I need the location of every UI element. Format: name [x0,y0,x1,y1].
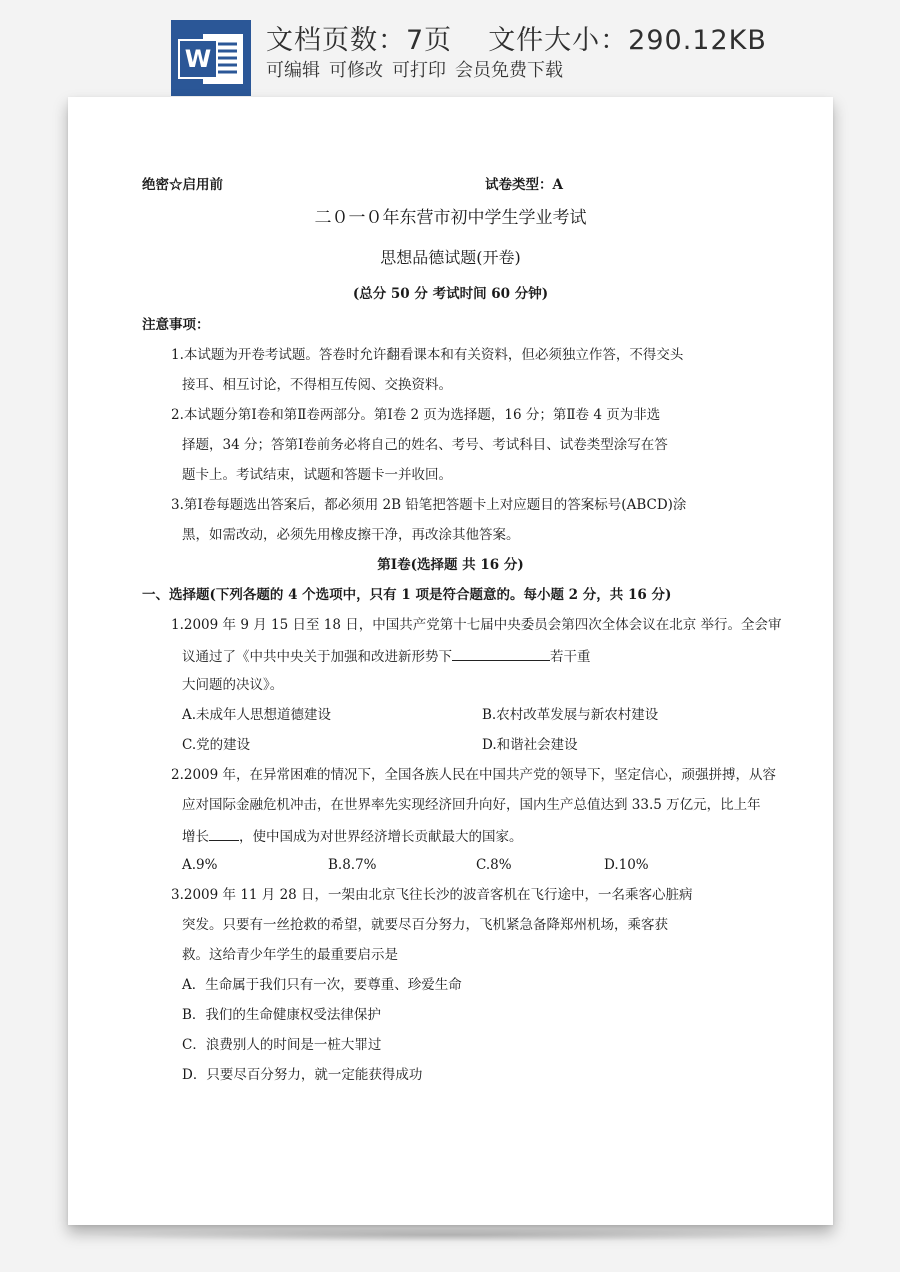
score-time: (总分 50 分 考试时间 60 分钟) [352,286,549,302]
banner-title [266,18,767,57]
note-line: 题卡上。考试结束，试题和答题卡一并收回。 [182,467,452,483]
exam-subtitle: 思想品德试题(开卷) [380,248,521,267]
exam-title: 二０一０年东营市初中学生学业考试 [314,208,587,228]
download-banner [0,0,900,100]
answer-blank [209,827,239,841]
question-3-option-c: C．浪费别人的时间是一桩大罪过 [182,1037,382,1053]
question-3-line: 救。这给青少年学生的最重要启示是 [182,947,398,963]
feature-member-download: 会员免费下载 [455,60,563,81]
file-size: 文件大小：290.12KB [488,25,767,56]
question-3-option-b: B．我们的生命健康权受法律保护 [182,1007,381,1023]
question-1-line: 大问题的决议》。 [182,677,284,693]
question-2-option-d: D.10% [604,857,649,873]
feature-list [266,56,572,82]
question-1-option-d: D.和谐社会建设 [482,737,578,753]
question-3-option-a: A．生命属于我们只有一次，要尊重、珍爱生命 [182,977,462,993]
question-1-option-a: A.未成年人思想道德建设 [182,707,332,723]
confidential-label: 绝密☆启用前 [142,177,223,193]
question-2-line: 2.2009 年，在异常困难的情况下，全国各族人民在中国共产党的领导下，坚定信心，顽强拼搏，从容 [171,767,777,783]
question-3-line: 3.2009 年 11 月 28 日，一架由北京飞往长沙的波音客机在飞行途中，一名乘客心脏病 [171,887,693,903]
question-2-option-c: C.8% [476,857,512,873]
svg-text:W: W [184,45,212,73]
question-3-option-d: D．只要尽百分努力，就一定能获得成功 [182,1067,423,1083]
note-line: 择题，34 分；答第Ⅰ卷前务必将自己的姓名、考号、考试科目、试卷类型涂写在答 [182,437,668,453]
answer-blank [452,647,550,661]
paper-type: 试卷类型：A [485,177,563,193]
question-2-option-b: B.8.7% [328,857,377,873]
question-1-option-b: B.农村改革发展与新农村建设 [482,707,659,723]
question-3-line: 突发。只要有一丝抢救的希望，就要尽百分努力，飞机紧急备降郑州机场，乘客获 [182,917,668,933]
word-document-icon [171,20,251,96]
question-1-line: 1.2009 年 9 月 15 日至 18 日，中国共产党第十七届中央委员会第四次全体会议在北京 举行。全会审 [171,617,782,633]
question-2-line: 应对国际金融危机冲击，在世界率先实现经济回升向好，国内生产总值达到 33.5 万亿元，比上年 [182,797,761,813]
page-count: 文档页数：7页 [266,25,453,56]
note-line: 接耳、相互讨论，不得相互传阅、交换资料。 [182,377,452,393]
section1-heading: 一、选择题(下列各题的 4 个选项中，只有 1 项是符合题意的。每小题 2 分，共 16 分) [142,587,672,603]
notes-heading: 注意事项： [142,317,210,333]
note-line: 2.本试题分第Ⅰ卷和第Ⅱ卷两部分。第Ⅰ卷 2 页为选择题，16 分；第Ⅱ卷 4 页为非选 [171,407,661,423]
question-2-option-a: A.9% [182,857,218,873]
note-line: 3.第Ⅰ卷每题选出答案后，都必须用 2B 铅笔把答题卡上对应题目的答案标号(ABCD)涂 [171,497,687,513]
question-2-line: 增长 ，使中国成为对世界经济增长贡献最大的国家。 [182,829,523,845]
note-line: 黑，如需改动，必须先用橡皮擦干净，再改涂其他答案。 [182,527,520,543]
document-page [68,97,833,1225]
note-line: 1.本试题为开卷考试题。答卷时允许翻看课本和有关资料，但必须独立作答，不得交头 [171,347,684,363]
feature-editable: 可编辑 [266,60,320,81]
feature-modifiable: 可修改 [329,60,383,81]
question-1-line: 议通过了《中共中央关于加强和改进新形势下 若干重 [182,649,591,665]
question-1-option-c: C.党的建设 [182,737,251,753]
feature-printable: 可打印 [392,60,446,81]
part1-heading: 第Ⅰ卷(选择题 共 16 分) [377,557,524,573]
